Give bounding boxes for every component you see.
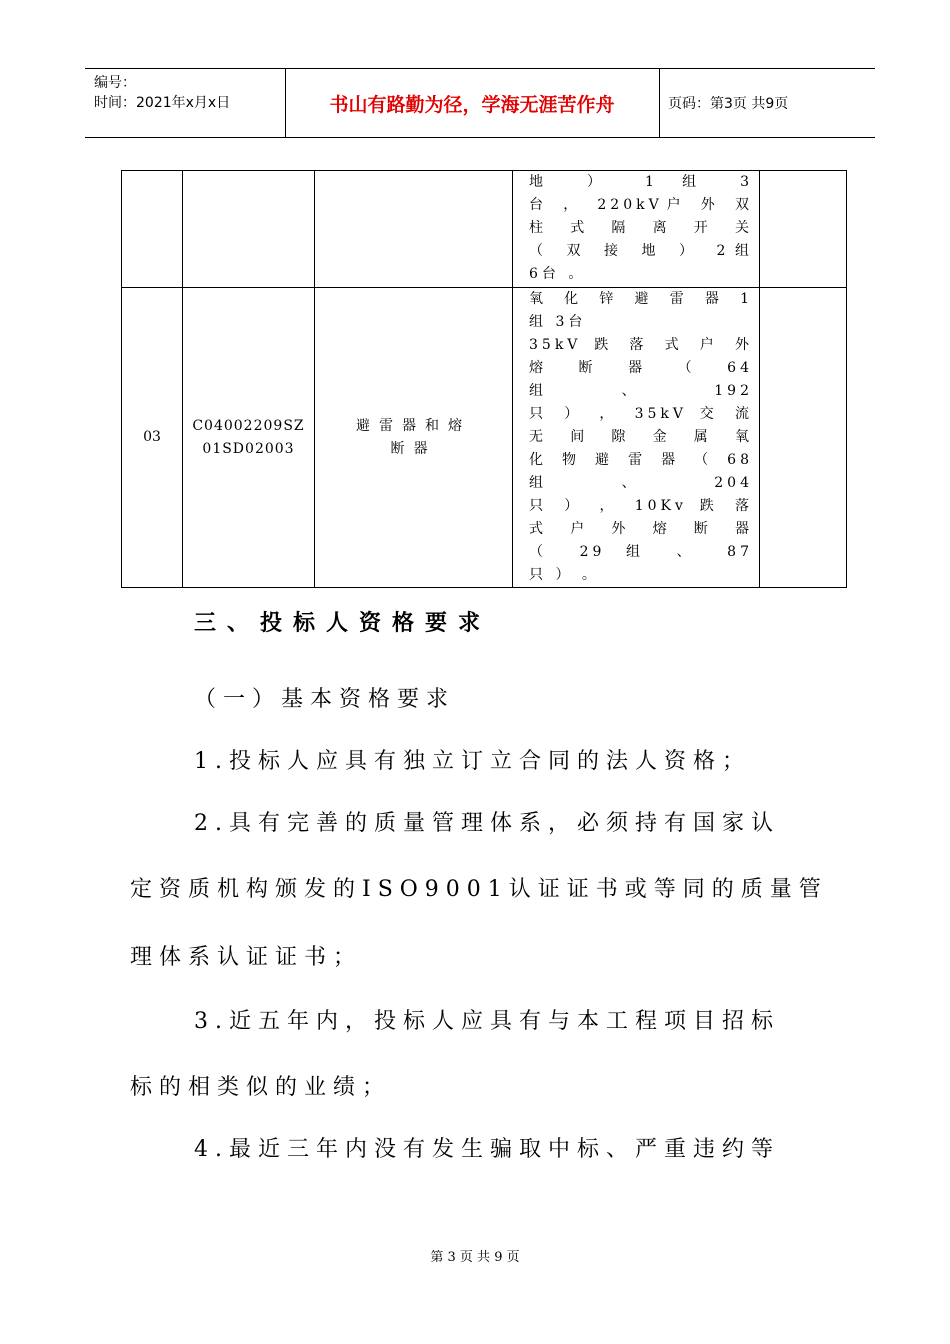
time-label: 时间：2021年x月x日 — [94, 95, 231, 111]
cell-no — [122, 171, 183, 288]
cell-no: 03 — [122, 288, 183, 588]
number-label: 编号： — [94, 75, 136, 91]
paragraph-line: 标的相类似的业绩； — [130, 1075, 392, 1100]
cell-code — [183, 288, 315, 588]
desc-line: 35kV 跌 落 式 户 外 — [529, 337, 753, 353]
table-row — [122, 171, 847, 288]
desc-line: 熔 断 器 （ 64 — [529, 360, 753, 376]
sub-heading: （一）基本资格要求 — [194, 687, 456, 712]
desc-line: 组 3台 — [529, 314, 587, 330]
code-line: 01SD02003 — [202, 440, 295, 457]
table-row — [122, 288, 847, 588]
name-line: 避雷器和熔 — [356, 417, 471, 434]
paragraph-line: 1.投标人应具有独立订立合同的法人资格； — [194, 749, 751, 774]
cell-code — [183, 171, 315, 288]
desc-line: 地 ） 1 组 3 — [529, 174, 753, 190]
page-header — [85, 68, 875, 138]
page-footer: 第 3 页 共 9 页 — [430, 1250, 520, 1265]
cell-name — [315, 288, 513, 588]
desc-line: 柱 式 隔 离 开 关 — [529, 220, 753, 236]
header-motto: 书山有路勤为径，学海无涯苦作舟 — [329, 93, 615, 116]
desc-line: 6台 。 — [529, 266, 587, 282]
desc-line: （ 双 接 地 ） 2组 — [529, 243, 753, 259]
paragraph-line: 3.近五年内，投标人应具有与本工程项目招标 — [194, 1009, 780, 1034]
desc-line: 氧 化 锌 避 雷 器 1 — [529, 291, 753, 307]
name-line: 断器 — [390, 440, 437, 457]
equipment-table — [121, 170, 847, 588]
desc-line: （ 29 组 、 87 — [529, 544, 753, 560]
header-meta — [94, 73, 230, 113]
section-heading: 三、投标人资格要求 — [194, 610, 492, 636]
desc-line: 只 ） ， 35kV 交 流 — [529, 406, 753, 422]
cell-remark — [760, 171, 847, 288]
desc-line: 台 ， 220kV户 外 双 — [529, 197, 753, 213]
desc-line: 只 ） ， 10Kv 跌 落 — [529, 498, 753, 514]
desc-line: 化 物 避 雷 器 （ 68 — [529, 452, 753, 468]
paragraph-line: 4.最近三年内没有发生骗取中标、严重违约等 — [194, 1137, 780, 1162]
desc-line: 式 户 外 熔 断 器 — [529, 521, 753, 537]
paragraph-line: 2.具有完善的质量管理体系，必须持有国家认 — [194, 811, 780, 836]
header-divider — [659, 69, 660, 137]
cell-remark — [760, 288, 847, 588]
paragraph-line: 定资质机构颁发的ISO9001认证证书或等同的质量管 — [130, 877, 828, 902]
desc-line: 无 间 隙 金 属 氧 — [529, 429, 753, 445]
cell-desc — [513, 171, 760, 288]
desc-line: 只 ） 。 — [529, 567, 600, 583]
cell-desc — [513, 288, 760, 588]
header-page-label: 页码：第3页 共9页 — [668, 96, 789, 112]
cell-name — [315, 171, 513, 288]
desc-line: 组 、 204 — [529, 475, 753, 491]
desc-line: 组 、 192 — [529, 383, 753, 399]
code-line: C04002209SZ — [192, 417, 305, 434]
paragraph-line: 理体系认证证书； — [130, 945, 363, 970]
